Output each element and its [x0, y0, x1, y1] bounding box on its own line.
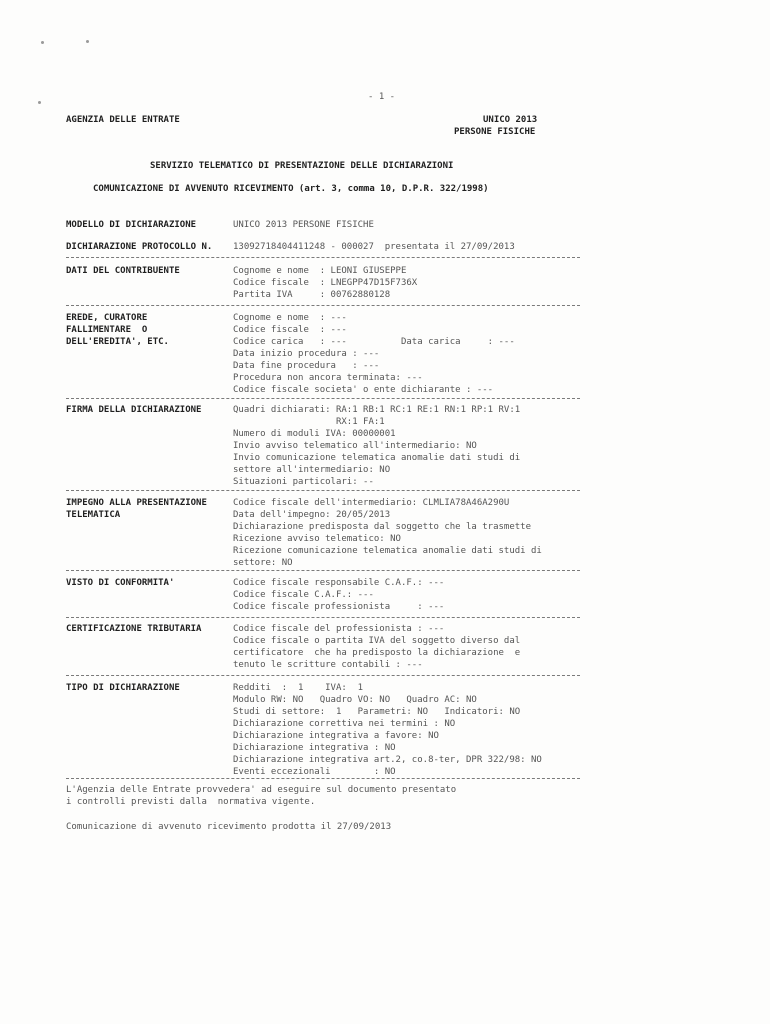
section-divider [66, 305, 580, 306]
section-title-line: DELL'EREDITA', ETC. [66, 337, 169, 347]
section-title-impegno [66, 497, 231, 521]
field-line: Procedura non ancora terminata: --- [233, 373, 423, 383]
field-line: settore all'intermediario: NO [233, 465, 391, 475]
field-line: RX:1 FA:1 [233, 417, 385, 427]
section-title-line: VISTO DI CONFORMITA' [66, 578, 175, 588]
field-line: Situazioni particolari: -- [233, 477, 374, 487]
footer-note-line-1: L'Agenzia delle Entrate provvedera' ad eseguire sul documento presentato [66, 785, 457, 795]
section-body-firma [233, 404, 593, 488]
section-divider [66, 570, 580, 571]
section-title-erede [66, 312, 231, 348]
scan-speck [38, 101, 41, 104]
field-line: Codice fiscale responsabile C.A.F.: --- [233, 578, 445, 588]
field-line: tenuto le scritture contabili : --- [233, 660, 423, 670]
field-line: Dichiarazione predisposta dal soggetto che la trasmette [233, 522, 532, 532]
page-number: - 1 - [368, 92, 396, 102]
section-title-certificazione [66, 623, 231, 635]
field-line: Numero di moduli IVA: 00000001 [233, 429, 396, 439]
section-title-line: TIPO DI DICHIARAZIONE [66, 683, 180, 693]
section-title-line: TELEMATICA [66, 510, 121, 520]
section-divider [66, 617, 580, 618]
scan-speck [41, 41, 44, 44]
field-line: Partita IVA : 00762880128 [233, 290, 391, 300]
section-body-certificazione [233, 623, 593, 671]
field-line: Quadri dichiarati: RA:1 RB:1 RC:1 RE:1 RN:1 RP:1 RV:1 [233, 405, 521, 415]
field-line: Invio avviso telematico all'intermediario: NO [233, 441, 477, 451]
section-body-tipo [233, 682, 593, 778]
modello-label: MODELLO DI DICHIARAZIONE [66, 220, 197, 230]
modello-value: UNICO 2013 PERSONE FISICHE [233, 220, 374, 230]
section-title-line: FALLIMENTARE O [66, 325, 148, 335]
section-divider [66, 257, 580, 258]
field-line: Cognome e nome : LEONI GIUSEPPE [233, 266, 407, 276]
section-title-line: IMPEGNO ALLA PRESENTAZIONE [66, 498, 207, 508]
field-line: Codice fiscale o partita IVA del soggetto diverso dal [233, 636, 521, 646]
field-line: Codice fiscale societa' o ente dichiarante : --- [233, 385, 494, 395]
field-line: Codice fiscale : LNEGPP47D15F736X [233, 278, 418, 288]
field-line: Cognome e nome : --- [233, 313, 347, 323]
field-line: Codice carica : --- Data carica : --- [233, 337, 515, 347]
section-divider [66, 490, 580, 491]
form-title-line-2: PERSONE FISICHE [454, 127, 536, 137]
field-line: Codice fiscale dell'intermediario: CLMLIA78A46A290U [233, 498, 510, 508]
field-line: Eventi eccezionali : NO [233, 767, 396, 777]
protocollo-value: 13092718404411248 - 000027 presentata il 27/09/2013 [233, 242, 515, 252]
field-line: Redditi : 1 IVA: 1 [233, 683, 364, 693]
field-line: Data inizio procedura : --- [233, 349, 380, 359]
section-divider [66, 778, 580, 779]
field-line: Ricezione avviso telematico: NO [233, 534, 401, 544]
field-line: Ricezione comunicazione telematica anomalie dati studi di [233, 546, 542, 556]
footer-date: Comunicazione di avvenuto ricevimento prodotta il 27/09/2013 [66, 822, 392, 832]
field-line: settore: NO [233, 558, 293, 568]
section-title-tipo [66, 682, 231, 694]
section-title-visto [66, 577, 231, 589]
protocollo-label: DICHIARAZIONE PROTOCOLLO N. [66, 242, 213, 252]
scan-speck [86, 40, 89, 43]
section-divider [66, 398, 580, 399]
section-body-contribuente [233, 265, 593, 301]
field-line: Codice fiscale C.A.F.: --- [233, 590, 374, 600]
form-title-line-1: UNICO 2013 [483, 115, 538, 125]
section-title-firma [66, 404, 231, 416]
field-line: Invio comunicazione telematica anomalie dati studi di [233, 453, 521, 463]
section-title-line: FIRMA DELLA DICHIARAZIONE [66, 405, 202, 415]
field-line: Data dell'impegno: 20/05/2013 [233, 510, 391, 520]
section-body-visto [233, 577, 593, 613]
field-line: certificatore che ha predisposto la dichiarazione e [233, 648, 521, 658]
field-line: Dichiarazione integrativa a favore: NO [233, 731, 439, 741]
field-line: Codice fiscale : --- [233, 325, 347, 335]
field-line: Codice fiscale del professionista : --- [233, 624, 445, 634]
field-line: Codice fiscale professionista : --- [233, 602, 445, 612]
field-line: Modulo RW: NO Quadro VO: NO Quadro AC: NO [233, 695, 477, 705]
section-divider [66, 675, 580, 676]
section-body-impegno [233, 497, 593, 569]
receipt-title: COMUNICAZIONE DI AVVENUTO RICEVIMENTO (art. 3, comma 10, D.P.R. 322/1998) [93, 184, 489, 194]
footer-note-line-2: i controlli previsti dalla normativa vigente. [66, 797, 316, 807]
section-title-line: EREDE, CURATORE [66, 313, 148, 323]
service-title: SERVIZIO TELEMATICO DI PRESENTAZIONE DELLE DICHIARAZIONI [150, 161, 454, 171]
field-line: Dichiarazione correttiva nei termini : NO [233, 719, 456, 729]
section-title-line: DATI DEL CONTRIBUENTE [66, 266, 180, 276]
section-body-erede [233, 312, 593, 396]
field-line: Dichiarazione integrativa : NO [233, 743, 396, 753]
field-line: Dichiarazione integrativa art.2, co.8-ter, DPR 322/98: NO [233, 755, 542, 765]
field-line: Studi di settore: 1 Parametri: NO Indicatori: NO [233, 707, 521, 717]
section-title-contribuente [66, 265, 231, 277]
field-line: Data fine procedura : --- [233, 361, 380, 371]
section-title-line: CERTIFICAZIONE TRIBUTARIA [66, 624, 202, 634]
agency-name: AGENZIA DELLE ENTRATE [66, 115, 180, 125]
